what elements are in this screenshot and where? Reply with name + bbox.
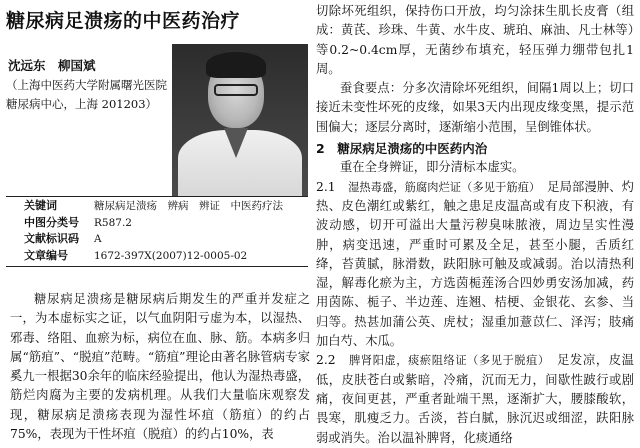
- clc-label: 中图分类号: [24, 215, 79, 229]
- body-paragraph: 重在全身辨证，即分清标本虚实。: [340, 160, 525, 175]
- left-body-text: [10, 290, 310, 444]
- body-paragraph: 糖尿病足溃疡是糖尿病后期发生的严重并发症之一，为本虚标实之证，以气血阴阳亏虚为本，以湿热、邪毒、络阻、血瘀为标，病位在血、脉、筋。本病多归属“筋疽”、“脱疽”范畴。“筋疽”理论由著名脉管病专家奚九一根据30余年的临床经验提出，他认为湿热毒盛，筋烂肉腐为主要的发病机理。从我们大量临床观察发现，糖尿病足溃疡表现为湿性坏疽（筋疽）的约占75%，表现为干性坏疽（脱疽）的约占10%，表: [10, 292, 310, 442]
- article-number-label: 文章编号: [24, 248, 68, 262]
- left-column: [6, 0, 308, 440]
- section-title: 糖尿病足溃疡的中医药内治: [337, 141, 488, 157]
- subsection-paragraph: [316, 351, 634, 447]
- subsection-paragraph: [316, 178, 634, 352]
- body-paragraph: 蚕食要点：分多次清除坏死组织，间隔1周以上；切口接近未变性坏死的皮缘，如果3天内出现皮缘变黑，提示范围偏大；逐层分离时，逐渐缩小范围，呈倒锥体状。: [316, 81, 634, 134]
- subsection-text: 足发凉，皮温低，皮肤苍白或紫暗，冷痛，沉而无力，间歇性跛行或剧痛，夜间更甚，严重者趾端干黑，逐渐扩大，腰膝酸软，畏寒，肌瘦乏力。舌淡，苔白腻，脉沉迟或细涩，趺阳脉弱或消失。治以温补脾肾，化痰通络: [316, 353, 634, 445]
- right-column: [316, 0, 636, 445]
- affiliation-line: （上海中医药大学附属曙光医院: [6, 78, 167, 92]
- divider: [6, 266, 308, 267]
- author-portrait-icon: [172, 44, 308, 196]
- keywords-label: 关键词: [24, 199, 57, 212]
- subsection-number: 2.2: [316, 353, 336, 368]
- article-title: 糖尿病足溃疡的中医药治疗: [6, 10, 241, 32]
- body-paragraph: 切除坏死组织，保持伤口开放，均匀涂抹生肌长皮膏（组成：黄芪、珍珠、牛黄、水牛皮、琥珀、麻油、凡士林等）等0.2~0.4cm厚，无菌纱布填充，轻压弹力绷带包扎1周。: [316, 4, 634, 76]
- divider: [6, 196, 308, 197]
- affiliation-line: 糖尿病中心，上海 201203）: [6, 97, 158, 111]
- keywords-value: 糖尿病足溃疡 辨病 辨证 中医药疗法: [94, 200, 283, 212]
- clc-value: R587.2: [94, 216, 132, 229]
- doc-code-label: 文献标识码: [24, 232, 79, 245]
- section-heading: [316, 139, 634, 158]
- subsection-text: 足局部漫肿、灼热、皮色潮红或紫红，触之患足皮温高或有皮下积液，有波动感，切开可溢出大量污秽臭味脓液，周边呈实性漫肿，病变迅速，严重时可累及全足，甚至小腿，舌质红绛，苔黄腻，脉滑数，趺阳脉可触及或减弱。治以清热利湿，解毒化瘀为主，方选茵栀莲汤合四妙勇安汤加减，药用茵陈、栀子、半边莲、连翘、桔梗、金银花、玄参、当归等。热甚加蒲公英、虎杖；湿重加薏苡仁、泽泻；肢痛加白芍、木瓜。: [316, 179, 634, 349]
- right-body-text: [316, 2, 634, 448]
- doc-code-value: A: [94, 233, 102, 245]
- section-number: 2: [316, 141, 325, 157]
- article-authors: 沈远东 柳国斌: [8, 58, 96, 73]
- subsection-title: 脾肾阳虚，痰瘀阻络证（多见于脱疽）: [349, 354, 545, 368]
- subsection-title: 湿热毒盛，筋腐肉烂证（多见于筋疽）: [348, 180, 535, 194]
- article-metadata: [24, 198, 283, 264]
- subsection-number: 2.1: [316, 179, 336, 194]
- article-number-value: 1672-397X(2007)12-0005-02: [94, 249, 248, 262]
